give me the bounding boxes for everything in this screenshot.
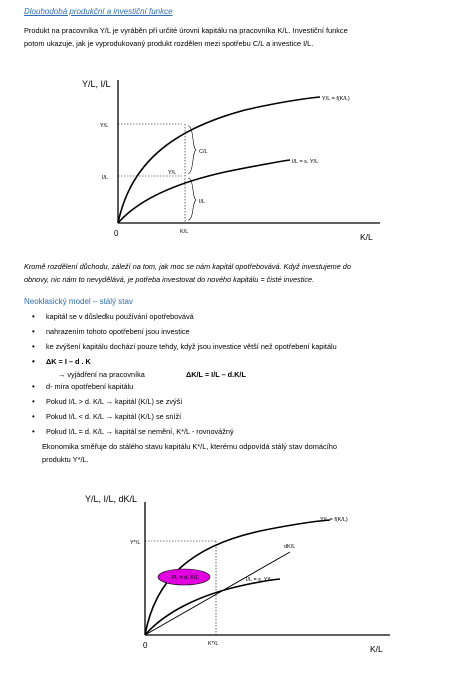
point-yl-label: Y/L <box>168 170 177 176</box>
ellipse-label: I/L = d. K/L <box>172 575 199 581</box>
intro-line-2: potom ukazuje, jak je vyprodukovaný produkt rozdělen mezi spotřebu C/L a investice I/L. <box>24 38 314 48</box>
investment-curve-label: I/L = s. Y/L <box>246 577 273 583</box>
steady-state-graph <box>80 490 410 670</box>
tick-il: I/L <box>102 175 109 181</box>
bullet-item: • ke zvýšení kapitálu dochází pouze tehdy, když jsou investice větší než opotřebení kapitálu <box>28 340 448 355</box>
tick-yl: Y/L <box>100 123 109 129</box>
conclusion-paragraph <box>42 441 447 466</box>
intro-paragraph <box>24 25 444 50</box>
origin-label: 0 <box>143 641 148 650</box>
origin-label: 0 <box>114 229 119 238</box>
investment-curve-label: I/L = s. Y/L <box>292 159 319 165</box>
il-brace <box>188 178 196 220</box>
bullet-item: • nahrazením tohoto opotřebení jsou investice <box>28 325 448 340</box>
subheading: Neoklasický model – stálý stav <box>24 297 133 306</box>
bullet-item: • Pokud I/L > d. K/L → kapitál (K/L) se zvýší <box>28 395 448 410</box>
bullet-item: • d- míra opotřebení kapitálu <box>28 380 448 395</box>
formula-main: • ΔK = I – d . K <box>28 355 448 370</box>
production-curve-label: Y/L = f(K/L) <box>322 96 350 102</box>
production-curve-label: Y/L = f(K/L) <box>320 517 348 523</box>
conclusion-line-2: produktu Y*/L. <box>42 454 89 464</box>
depreciation-line <box>145 552 290 635</box>
bullet-list-2 <box>28 380 448 440</box>
conclusion-line-1: Ekonomika směřuje do stálého stavu kapitálu K*/L, kterému odpovídá stálý stav domácího <box>42 442 337 451</box>
brace-cl-label: C/L <box>199 149 208 155</box>
investment-curve <box>145 579 280 635</box>
section-heading: Dlouhodobá produkční a investiční funkce <box>24 7 173 16</box>
formula-sub-eq: ΔK/L = I/L – d.K/L <box>186 370 246 379</box>
bullet-item: • Pokud I/L < d. K/L → kapitál (K/L) se sníží <box>28 410 448 425</box>
investment-curve <box>118 160 290 223</box>
cl-brace <box>188 126 196 174</box>
production-investment-graph <box>60 70 400 250</box>
bullet-list <box>28 310 448 370</box>
bullet-item: • kapitál se v důsledku používání opotřebovává <box>28 310 448 325</box>
x-axis-label: K/L <box>360 232 373 242</box>
tick-kstar: K*/L <box>208 641 219 647</box>
tick-kl: K/L <box>180 229 189 235</box>
note-line-2: obnovy, nic nám to nevydělává, je potřeba investovat do nového kapitálu = čisté investice. <box>24 274 315 284</box>
bullet-item: • Pokud I/L = d. K/L → kapitál se nemění, K*/L - rovnovážný <box>28 425 448 440</box>
brace-il-label: I/L <box>199 199 206 205</box>
depreciation-line-label: dK/L <box>284 544 296 550</box>
x-axis-label: K/L <box>370 644 383 654</box>
depreciation-note <box>24 261 449 286</box>
y-axis-label: Y/L, I/L <box>82 79 111 89</box>
y-axis-label: Y/L, I/L, dK/L <box>85 494 138 504</box>
intro-line-1: Produkt na pracovníka Y/L je vyráběn při určité úrovni kapitálu na pracovníka K/L. Investiční funkce <box>24 26 348 35</box>
note-line-1: Kromě rozdělení důchodu, záleží na tom, jak moc se nám kapitál opotřebovává. Když investujeme do <box>24 262 351 271</box>
tick-ystar: Y*/L <box>130 540 141 546</box>
formula-sub-text: → vyjádření na pracovníka <box>58 370 145 379</box>
